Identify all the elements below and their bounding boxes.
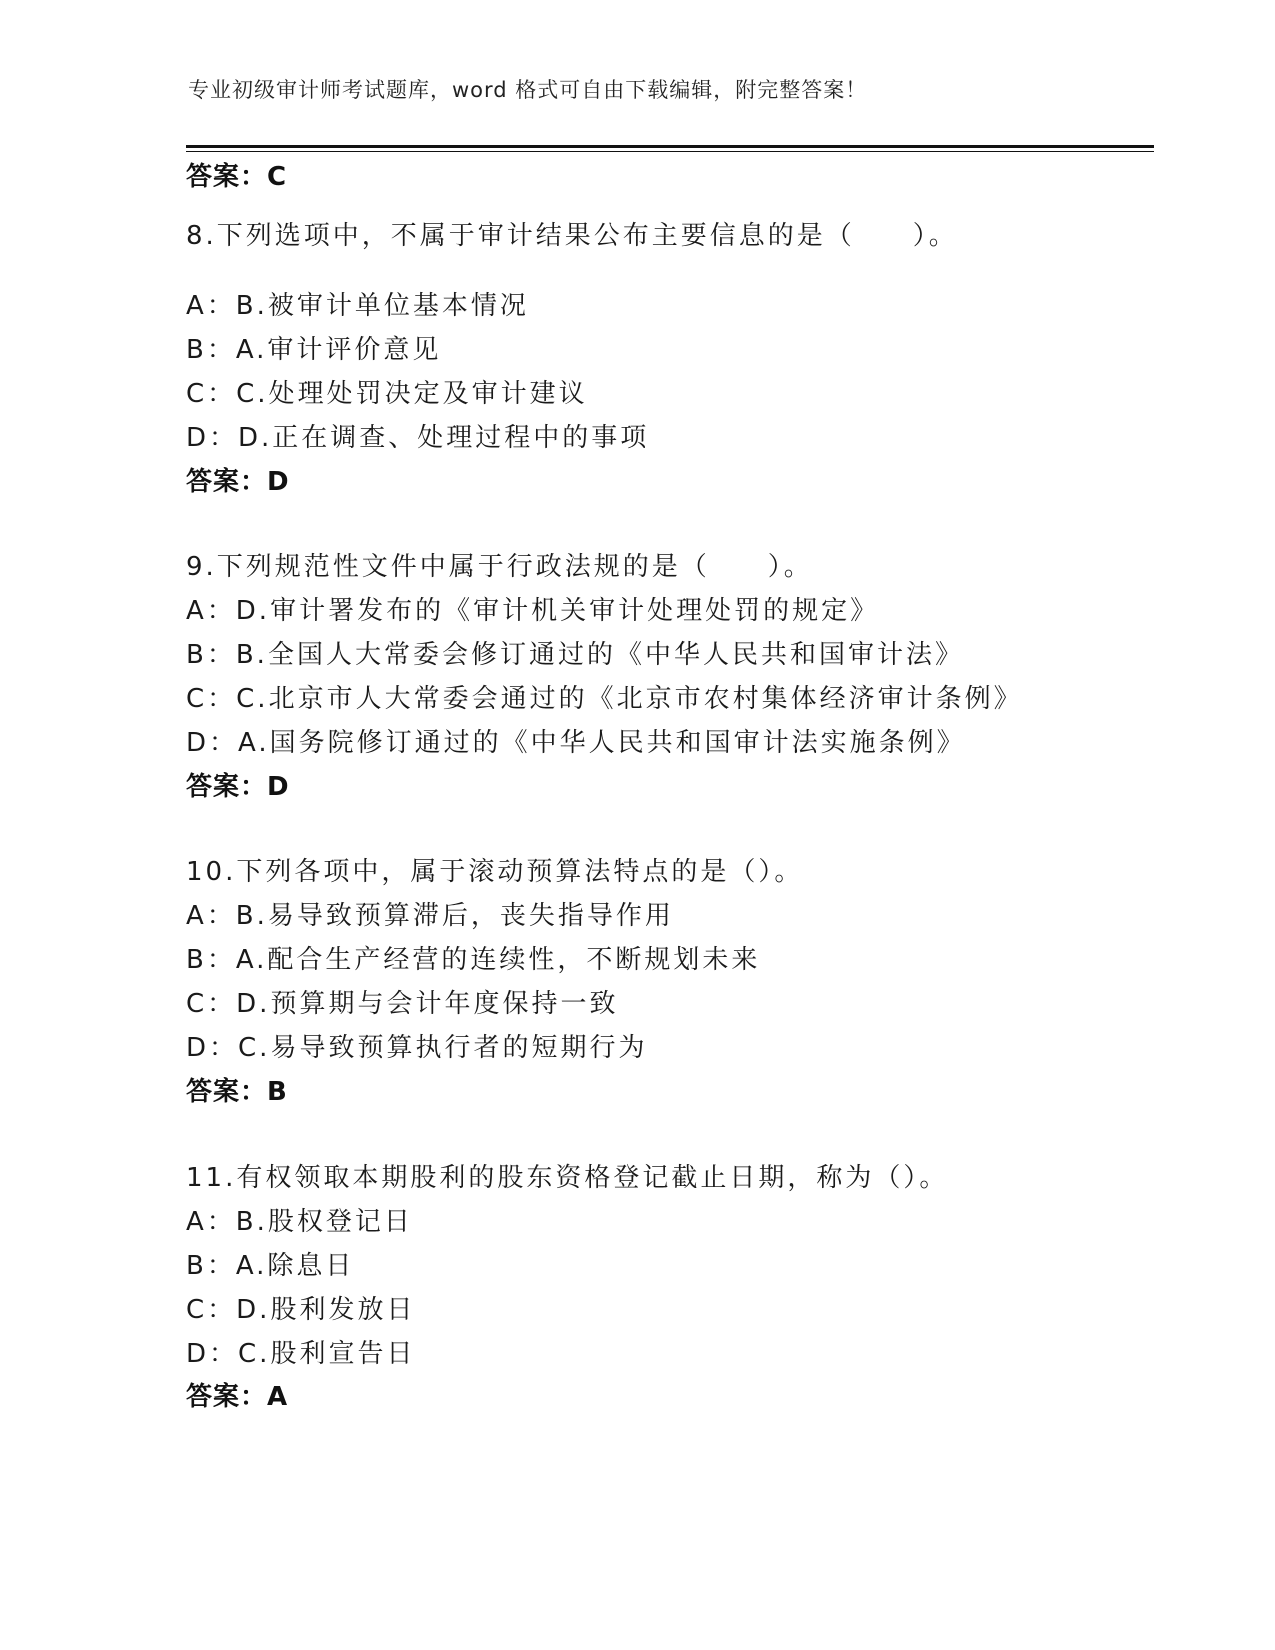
option-b: B：A.审计评价意见: [186, 335, 442, 365]
question-stem: 10.下列各项中，属于滚动预算法特点的是（）。: [186, 857, 804, 887]
answer-line: 答案：D: [186, 467, 290, 497]
option-d: D：D.正在调查、处理过程中的事项: [186, 423, 650, 453]
option-a: A：B.被审计单位基本情况: [186, 291, 529, 321]
option-d: D：C.股利宣告日: [186, 1339, 416, 1369]
option-a: A：B.股权登记日: [186, 1207, 413, 1237]
option-a: A：D.审计署发布的《审计机关审计处理处罚的规定》: [186, 596, 880, 626]
header-rule-thick: [186, 145, 1154, 148]
option-d: D：A.国务院修订通过的《中华人民共和国审计法实施条例》: [186, 728, 966, 758]
option-d: D：C.易导致预算执行者的短期行为: [186, 1033, 648, 1063]
option-b: B：B.全国人大常委会修订通过的《中华人民共和国审计法》: [186, 640, 964, 670]
question-stem: 11.有权领取本期股利的股东资格登记截止日期，称为（）。: [186, 1163, 949, 1193]
option-c: C：D.预算期与会计年度保持一致: [186, 989, 619, 1019]
option-c: C：C.处理处罚决定及审计建议: [186, 379, 588, 409]
option-a: A：B.易导致预算滞后，丧失指导作用: [186, 901, 674, 931]
option-c: C：D.股利发放日: [186, 1295, 416, 1325]
question-stem: 8.下列选项中，不属于审计结果公布主要信息的是（ ）。: [186, 221, 958, 251]
question-stem: 9.下列规范性文件中属于行政法规的是（ ）。: [186, 552, 813, 582]
header-rule-thin: [186, 151, 1154, 152]
page-header: 专业初级审计师考试题库，word 格式可自由下载编辑，附完整答案！: [188, 78, 868, 102]
answer-line: 答案：A: [186, 1382, 289, 1412]
option-b: B：A.配合生产经营的连续性，不断规划未来: [186, 945, 761, 975]
option-b: B：A.除息日: [186, 1251, 355, 1281]
answer-line: 答案：D: [186, 772, 290, 802]
option-c: C：C.北京市人大常委会通过的《北京市农村集体经济审计条例》: [186, 684, 1023, 714]
answer-line: 答案：B: [186, 1077, 288, 1107]
answer-line: 答案：C: [186, 162, 288, 192]
